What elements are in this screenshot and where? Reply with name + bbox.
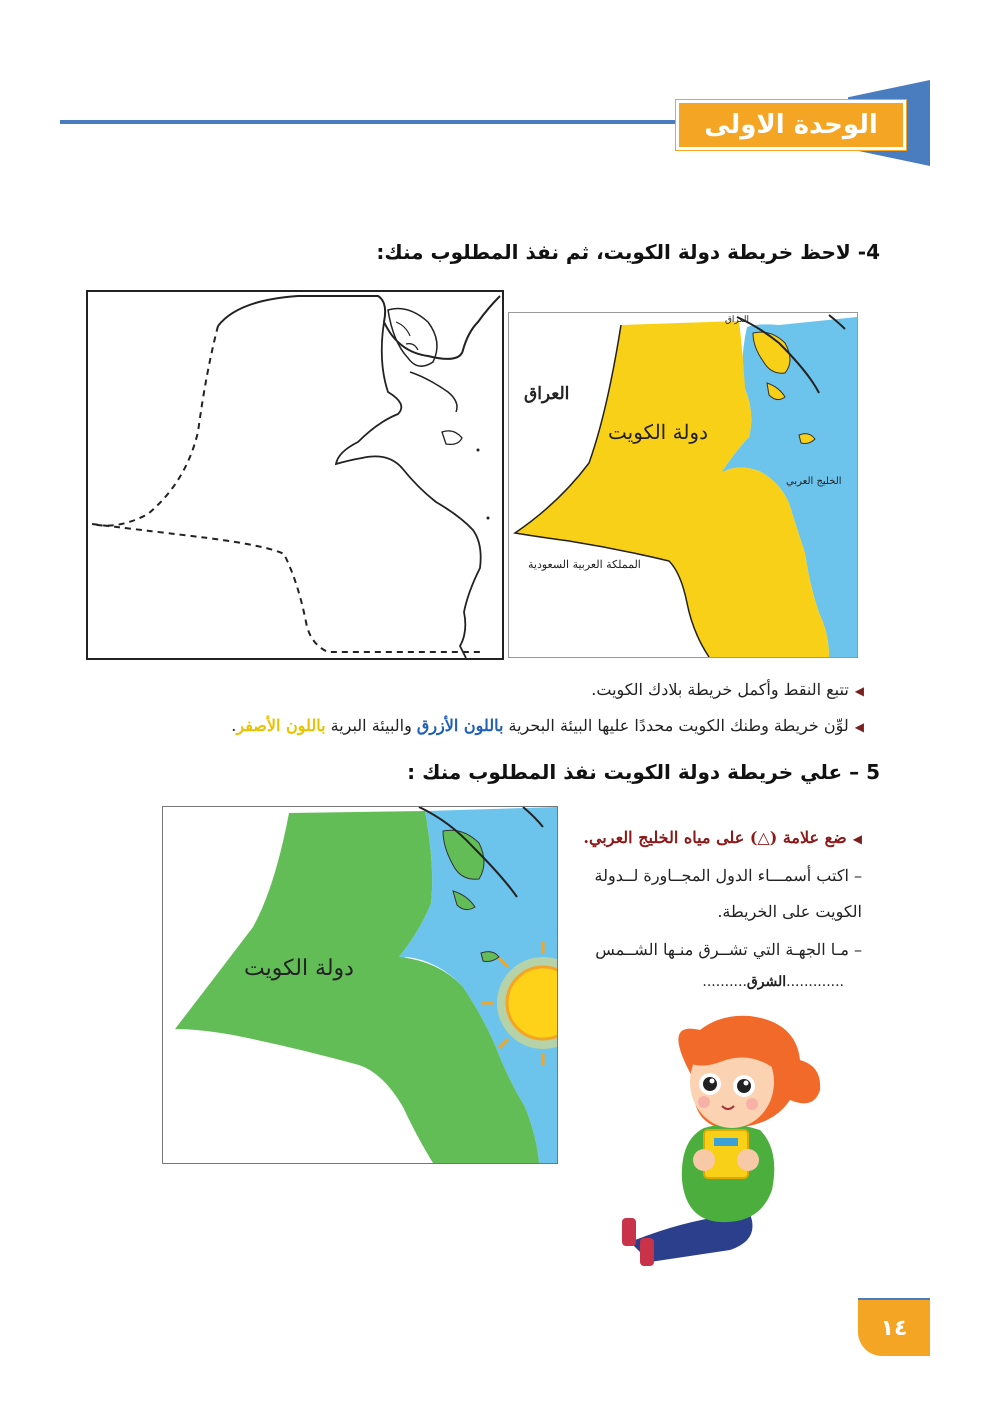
question-4-title: 4- لاحظ خريطة دولة الكويت، ثم نفذ المطلوب منك:: [376, 240, 880, 264]
task-neighbors-line2: الكويت على الخريطة.: [717, 902, 862, 921]
task-neighbors-line1: – اكتب أسمـــاء الدول المجــاورة لــدولة: [594, 866, 862, 885]
outline-map: [86, 290, 504, 660]
question-5-title: 5 – علي خريطة دولة الكويت نفذ المطلوب منك :: [407, 760, 880, 784]
answer-dots-after: ..........: [702, 974, 747, 990]
bullet-triangle-icon: ◀: [852, 832, 862, 846]
green-map-drawing: [163, 807, 557, 1163]
unit-title: الوحدة الاولى: [704, 110, 878, 140]
map-label-saudi: المملكة العربية السعودية: [528, 558, 641, 571]
instruction-color-text-a: لوِّن خريطة وطنك الكويت محددًا عليها البيئة البحرية: [503, 716, 849, 735]
instruction-color-text-b: والبيئة البرية: [325, 716, 417, 735]
page-number-badge: [858, 1300, 930, 1356]
instruction-trace-text: تتبع النقط وأكمل خريطة بلادك الكويت.: [591, 680, 849, 699]
map-label-gulf: الخليج العربي: [786, 476, 842, 487]
map-label-iraq-small: العراق: [724, 315, 749, 325]
instruction-color-blue: باللون الأزرق: [416, 716, 504, 735]
answer-dots-before: .............: [786, 974, 844, 990]
girl-drawing: [600, 1010, 830, 1270]
unit-title-badge: [676, 100, 906, 150]
outline-map-drawing: [88, 292, 502, 658]
instruction-color-end: .: [231, 716, 237, 735]
instruction-color: [231, 716, 864, 735]
task-sunrise-question: – مـا الجهـة التي تشــرق منـها الشــمس: [595, 940, 862, 959]
girl-illustration: [600, 1010, 830, 1270]
task-mark-triangle: [583, 828, 862, 847]
sunrise-answer: الشرق: [746, 974, 787, 990]
green-map-label-kuwait: دولة الكويت: [244, 956, 354, 981]
task-mark-triangle-text: ضع علامة (△) على مياه الخليج العربي.: [583, 828, 847, 847]
map-label-iraq: العراق: [524, 384, 570, 404]
bullet-triangle-icon: ◀: [854, 684, 864, 698]
instruction-color-yellow: باللون الأصفر: [236, 716, 326, 735]
page-number: ١٤: [880, 1315, 908, 1341]
instruction-trace: [591, 680, 864, 699]
green-map: [162, 806, 558, 1164]
map-label-kuwait: دولة الكويت: [608, 420, 708, 444]
bullet-triangle-icon: ◀: [854, 720, 864, 734]
header-divider: [60, 120, 680, 124]
task-sunrise-answer-line: [702, 974, 844, 990]
